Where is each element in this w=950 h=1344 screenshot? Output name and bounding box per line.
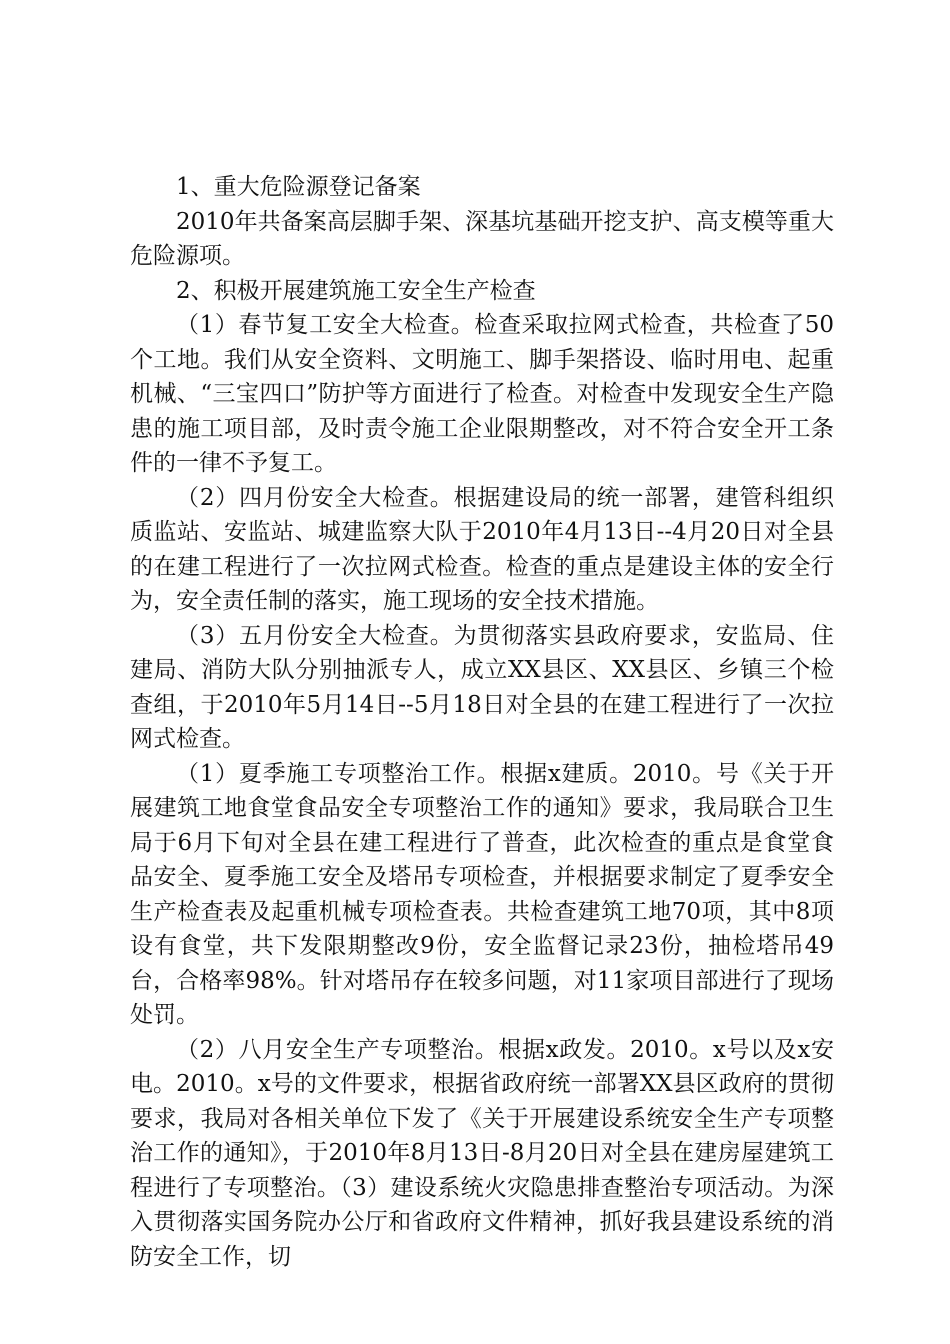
- paragraph-august-rectification: （2）八月安全生产专项整治。根据x政发。2010。x号以及x安电。2010。x号的文件要求，根据省政府统一部署XX县区政府的贯彻要求，我局对各相关单位下发了《关于开展建设系统安全生产专项整治工作的通知》，于2010年8月13日-8月20日对全县在建房屋建筑工程进行了专项整治。（3）建设系统火灾隐患排查整治专项活动。为深入贯彻落实国务院办公厅和省政府文件精神，抓好我县建设系统的消防安全工作，切: [130, 1036, 834, 1270]
- document-body: [130, 170, 834, 1274]
- paragraph-risk-registration: 2010年共备案高层脚手架、深基坑基础开挖支护、高支模等重大危险源项。: [130, 208, 834, 269]
- paragraph-april-inspection: （2）四月份安全大检查。根据建设局的统一部署，建管科组织质监站、安监站、城建监察大队于2010年4月13日--4月20日对全县的在建工程进行了一次拉网式检查。检查的重点是建设主体的安全行为，安全责任制的落实，施工现场的安全技术措施。: [130, 484, 834, 614]
- section-heading-1: 1、重大危险源登记备案: [176, 174, 421, 200]
- paragraph-spring-inspection: （1）春节复工安全大检查。检查采取拉网式检查，共检查了50个工地。我们从安全资料、文明施工、脚手架搭设、临时用电、起重机械、“三宝四口”防护等方面进行了检查。对检查中发现安全生产隐患的施工项目部，及时责令施工企业限期整改，对不符合安全开工条件的一律不予复工。: [130, 312, 834, 476]
- section-heading-2: 2、积极开展建筑施工安全生产检查: [176, 277, 536, 304]
- paragraph-may-inspection: （3）五月份安全大检查。为贯彻落实县政府要求，安监局、住建局、消防大队分别抽派专人，成立XX县区、XX县区、乡镇三个检查组，于2010年5月14日--5月18日对全县的在建工程进行了一次拉网式检查。: [130, 622, 834, 752]
- paragraph-summer-rectification: （1）夏季施工专项整治工作。根据x建质。2010。号《关于开展建筑工地食堂食品安全专项整治工作的通知》要求，我局联合卫生局于6月下旬对全县在建工程进行了普查，此次检查的重点是食堂食品安全、夏季施工安全及塔吊专项检查，并根据要求制定了夏季安全生产检查表及起重机械专项检查表。共检查建筑工地70项，其中8项设有食堂，共下发限期整改9份，安全监督记录23份，抽检塔吊49台，合格率98%。针对塔吊存在较多问题，对11家项目部进行了现场处罚。: [130, 760, 834, 1028]
